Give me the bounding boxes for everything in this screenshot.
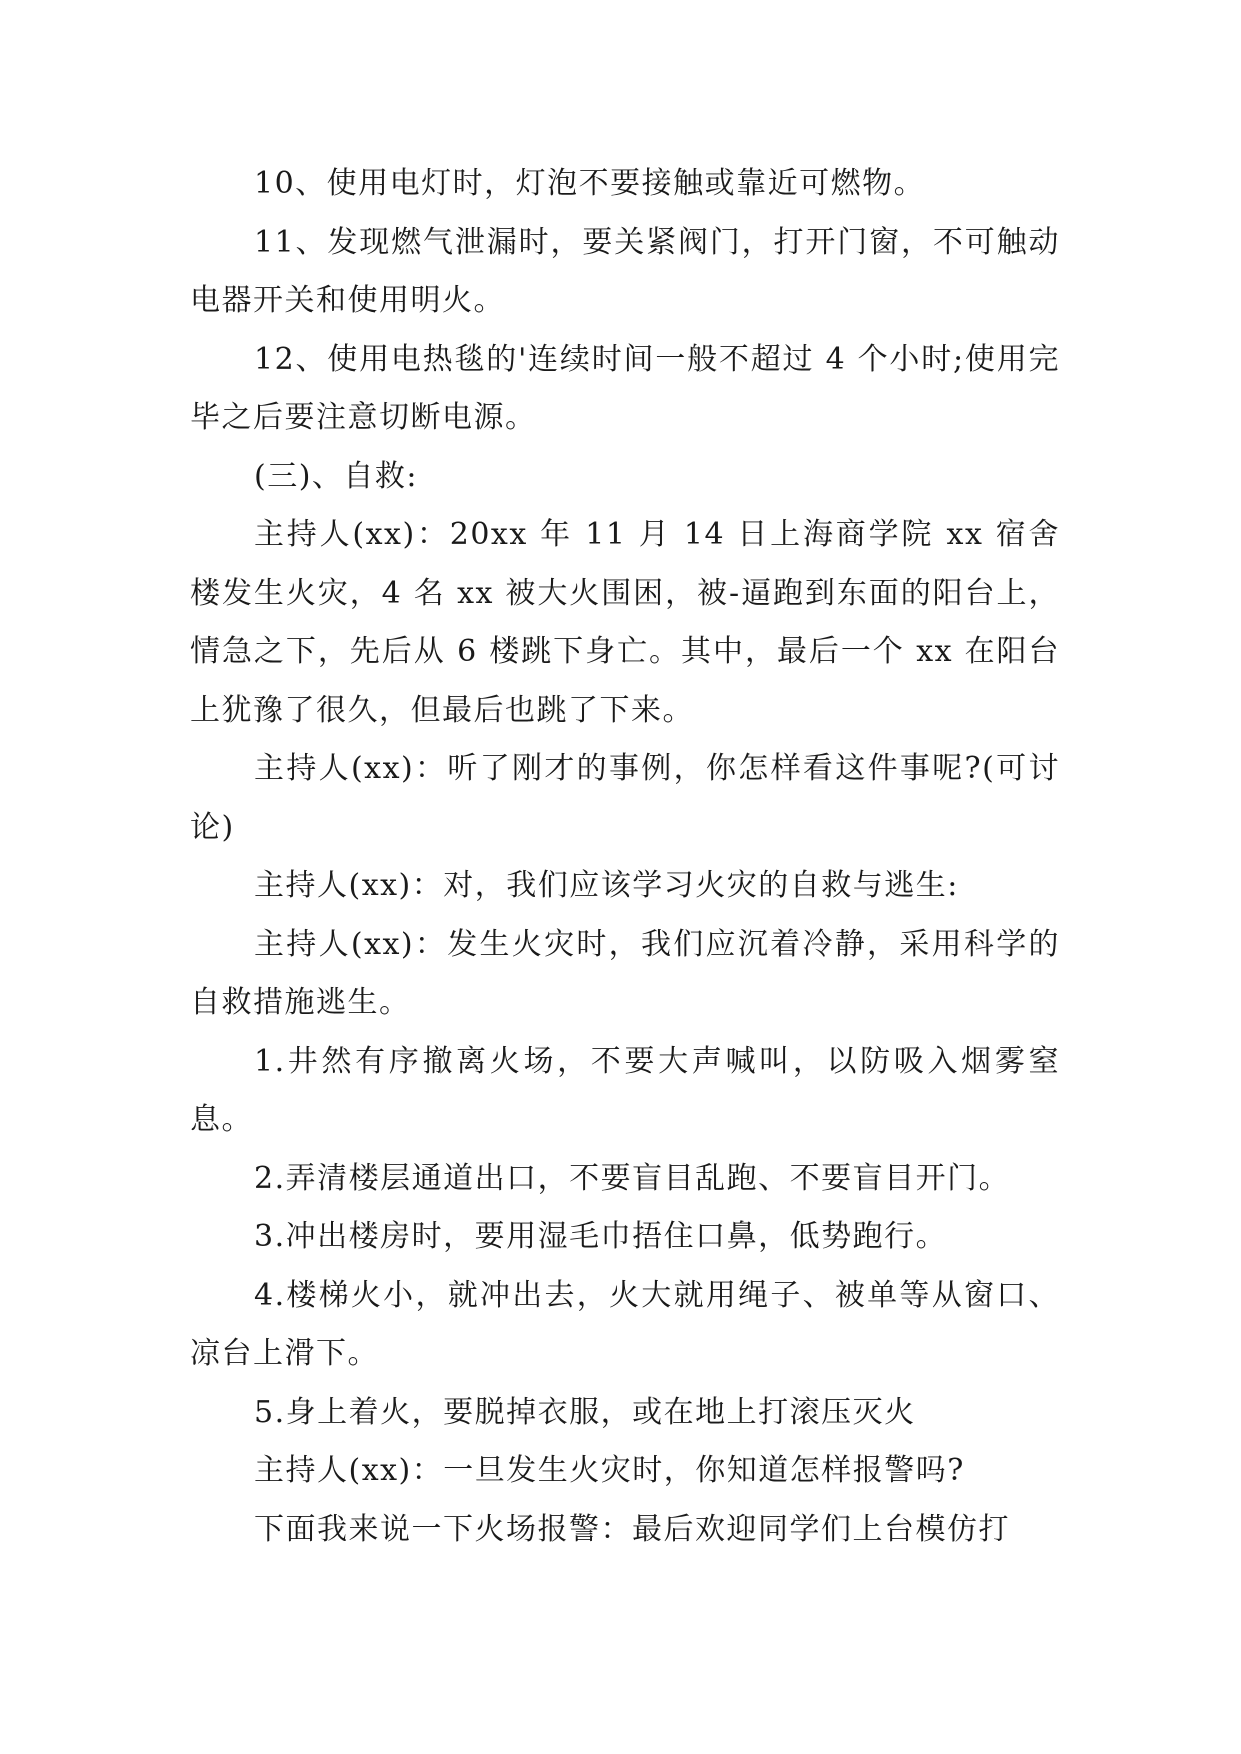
list-item-2: 2.弄清楼层通道出口，不要盲目乱跑、不要盲目开门。 bbox=[254, 1160, 1011, 1196]
paragraph-host-learn: 主持人(xx)：对，我们应该学习火灾的自救与逃生: bbox=[254, 868, 959, 903]
paragraph-12-electric-blanket: 12、使用电热毯的'连续时间一般不超过 4 个小时;使用完毕之后要注意切断电源。 bbox=[190, 341, 1060, 435]
paragraph-host-calm: 主持人(xx)：发生火灾时，我们应沉着冷静，采用科学的自救措施逃生。 bbox=[190, 926, 1060, 1020]
paragraph-host-question: 主持人(xx)：听了刚才的事例，你怎样看这件事呢?(可讨论) bbox=[190, 751, 1060, 845]
list-item-4: 4.楼梯火小，就冲出去，火大就用绳子、被单等从窗口、凉台上滑下。 bbox=[190, 1277, 1060, 1371]
paragraph-host-alarm: 主持人(xx)：一旦发生火灾时，你知道怎样报警吗? bbox=[254, 1453, 965, 1488]
list-item-5: 5.身上着火，要脱掉衣服，或在地上打滚压灭火 bbox=[254, 1394, 916, 1430]
paragraph-fire-alarm-intro: 下面我来说一下火场报警：最后欢迎同学们上台模仿打 bbox=[254, 1511, 1010, 1547]
paragraph-10-lamp: 10、使用电灯时，灯泡不要接触或靠近可燃物。 bbox=[254, 166, 926, 201]
paragraph-host-case: 主持人(xx)：20xx 年 11 月 14 日上海商学院 xx 宿舍楼发生火灾，4 名 xx 被大火围困，被-逼跑到东面的阳台上，情急之下，先后从 6 楼跳下身亡。其中，最后一个 xx 在阳台上犹豫了很久，但最后也跳了下来。 bbox=[190, 517, 1060, 728]
list-item-3: 3.冲出楼房时，要用湿毛巾捂住口鼻，低势跑行。 bbox=[254, 1219, 948, 1254]
document-body bbox=[190, 155, 1060, 1559]
section-heading-self-rescue: (三)、自救: bbox=[254, 458, 419, 494]
paragraph-11-gas-leak: 11、发现燃气泄漏时，要关紧阀门，打开门窗，不可触动电器开关和使用明火。 bbox=[190, 224, 1060, 318]
list-item-1: 1.井然有序撤离火场，不要大声喊叫，以防吸入烟雾窒息。 bbox=[190, 1043, 1060, 1137]
